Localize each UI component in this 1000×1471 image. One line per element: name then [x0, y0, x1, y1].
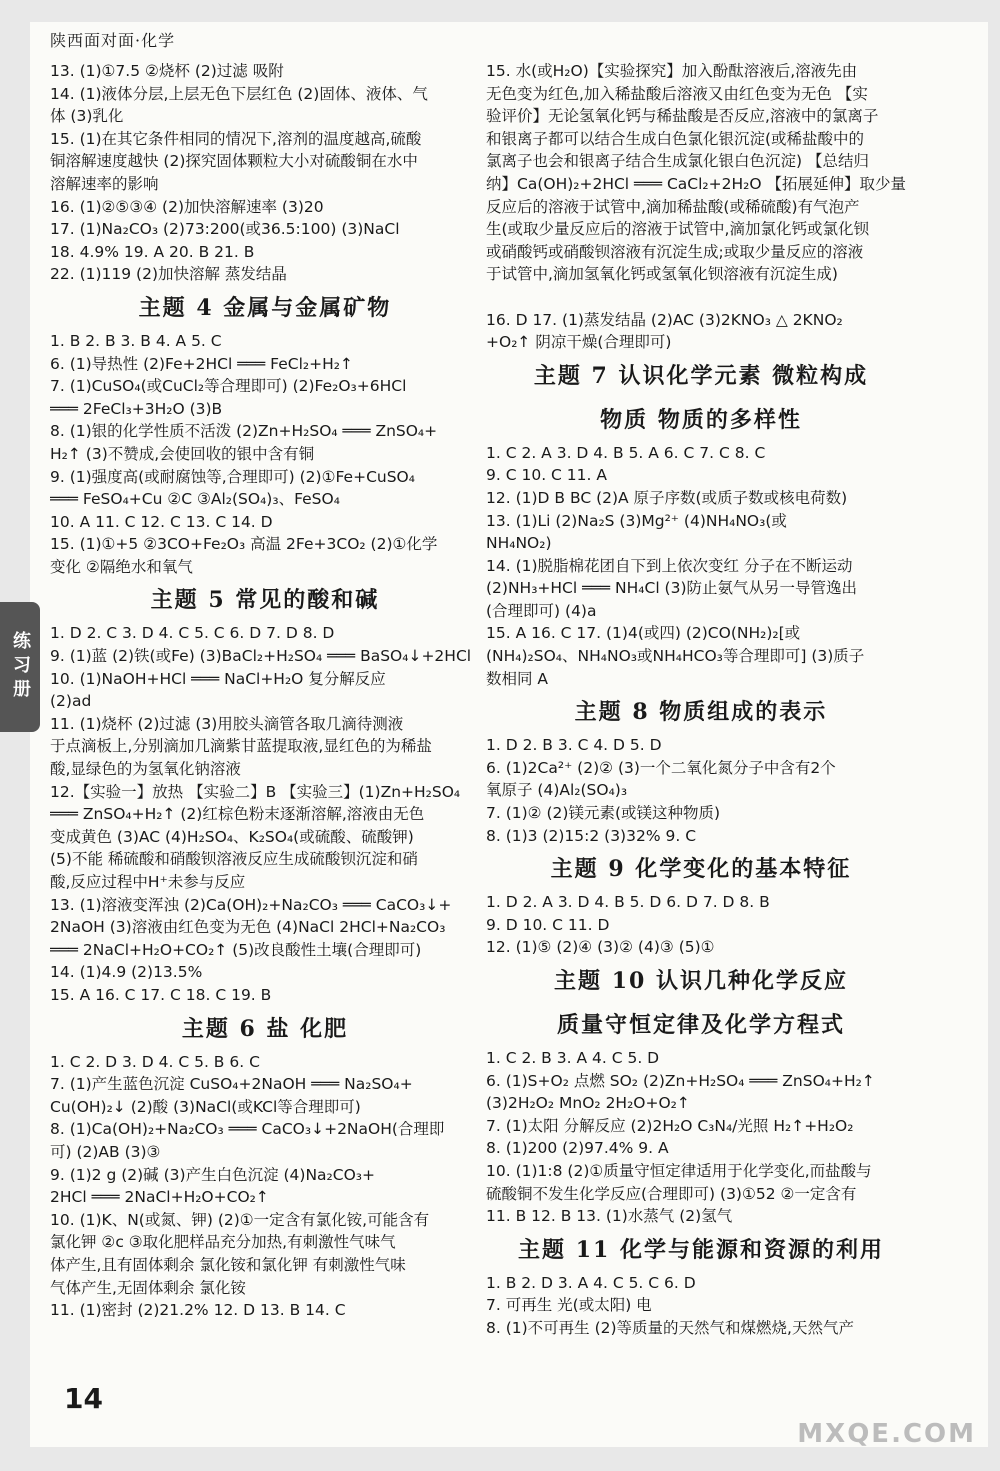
answer-line: 体 (3)乳化 [50, 107, 124, 126]
answer-line: 硫酸铜不发生化学反应(合理即可) (3)①52 ②一定含有 [486, 1184, 857, 1203]
answer-line: 6. (1)2Ca²⁺ (2)② (3)一个二氧化氮分子中含有2个 [486, 758, 836, 777]
left-column [50, 60, 480, 1322]
answer-line: 13. (1)Li (2)Na₂S (3)Mg²⁺ (4)NH₄NO₃(或 [486, 511, 787, 530]
answer-line: (3)2H₂O₂ MnO₂ 2H₂O+O₂↑ [486, 1094, 690, 1113]
answer-line: 1. D 2. B 3. C 4. D 5. D [486, 736, 662, 755]
answer-line: 于点滴板上,分别滴加几滴紫甘蓝提取液,显红色的为稀盐 [50, 737, 432, 756]
answer-line: 8. (1)3 (2)15:2 (3)32% 9. C [486, 826, 697, 845]
answer-line: 反应后的溶液于试管中,滴加稀盐酸(或稀硫酸)有气泡产 [486, 197, 860, 216]
answer-line: (5)不能 稀硫酸和硝酸钡溶液反应生成硫酸钡沉淀和硝 [50, 850, 418, 869]
answer-line: 15. (1)在其它条件相同的情况下,溶剂的温度越高,硫酸 [50, 129, 422, 148]
answer-line: 10. (1)K、N(或氮、钾) (2)①一定含有氯化铵,可能含有 [50, 1210, 430, 1229]
answer-line: 变化 ②隔绝水和氧气 [50, 557, 193, 576]
answer-line: 7. 可再生 光(或太阳) 电 [486, 1296, 652, 1315]
page-number: 14 [64, 1382, 103, 1415]
answer-line: 13. (1)溶液变浑浊 (2)Ca(OH)₂+Na₂CO₃ ═══ CaCO₃↓+ [50, 895, 452, 914]
answer-line: 溶解速率的影响 [50, 174, 159, 193]
answer-line: 11. B 12. B 13. (1)水蒸气 (2)氢气 [486, 1207, 733, 1226]
answer-line: 1. D 2. A 3. D 4. B 5. D 6. D 7. D 8. B [486, 893, 770, 912]
answer-line: 7. (1)太阳 分解反应 (2)2H₂O C₃N₄/光照 H₂↑+H₂O₂ [486, 1116, 854, 1135]
answer-line: 13. (1)①7.5 ②烧杯 (2)过滤 吸附 [50, 62, 284, 80]
answer-line: 15. 水(或H₂O)【实验探究】加入酚酞溶液后,溶液先由 [486, 62, 858, 80]
answer-line: 7. (1)产生蓝色沉淀 CuSO₄+2NaOH ═══ Na₂SO₄+ [50, 1075, 413, 1094]
section-title: 主题 7 认识化学元素 微粒构成 [533, 362, 869, 389]
side-tab: 练习册 [0, 602, 40, 732]
answer-line: 16. D 17. (1)蒸发结晶 (2)AC (3)2KNO₃ △ 2KNO₂ [486, 310, 843, 329]
answer-line: 2HCl ═══ 2NaCl+H₂O+CO₂↑ [50, 1188, 269, 1207]
answer-line: ═══ ZnSO₄+H₂↑ (2)红棕色粉末逐渐溶解,溶液由无色 [50, 805, 425, 824]
answer-line: NH₄NO₂) [486, 534, 552, 553]
answer-line: 9. (1)2 g (2)碱 (3)产生白色沉淀 (4)Na₂CO₃+ [50, 1165, 375, 1184]
answer-line: 9. C 10. C 11. A [486, 466, 607, 485]
answer-line: 体产生,且有固体剩余 氯化铵和氯化钾 有刺激性气味 [50, 1255, 406, 1274]
answer-line: 15. (1)①+5 ②3CO+Fe₂O₃ 高温 2Fe+3CO₂ (2)①化学 [50, 535, 438, 554]
answer-line: 生(或取少量反应后的溶液于试管中,滴加氯化钙或氯化钡 [486, 220, 869, 239]
answer-line: (NH₄)₂SO₄、NH₄NO₃或NH₄HCO₃等合理即可] (3)质子 [486, 647, 865, 666]
section-title: 主题 9 化学变化的基本特征 [550, 856, 852, 883]
section-title: 质量守恒定律及化学方程式 [556, 1012, 845, 1038]
answer-line: 无色变为红色,加入稀盐酸后溶液又由红色变为无色 【实 [486, 84, 868, 103]
page-header: 陕西面对面·化学 [50, 31, 176, 50]
answer-line: 2NaOH (3)溶液由红色变为无色 (4)NaCl 2HCl+Na₂CO₃ [50, 918, 446, 937]
answer-line: Cu(OH)₂↓ (2)酸 (3)NaCl(或KCl等合理即可) [50, 1097, 361, 1116]
section-title: 主题 5 常见的酸和碱 [150, 587, 380, 614]
section-title: 主题 4 金属与金属矿物 [138, 294, 392, 321]
answer-line: 或硝酸钙或硝酸钡溶液有沉淀生成;或取少量反应的溶液 [486, 242, 864, 261]
answer-line: 铜溶解速度越快 (2)探究固体颗粒大小对硫酸铜在水中 [50, 152, 418, 171]
answer-line: 18. 4.9% 19. A 20. B 21. B [50, 242, 255, 261]
section-title: 物质 物质的多样性 [600, 406, 802, 433]
answer-line: 酸,反应过程中H⁺未参与反应 [50, 873, 246, 891]
answer-line: ═══ FeSO₄+Cu ②C ③Al₂(SO₄)₃、FeSO₄ [50, 490, 340, 509]
answer-line: +O₂↑ 阴凉干燥(合理即可) [486, 333, 672, 352]
answer-line: 8. (1)Ca(OH)₂+Na₂CO₃ ═══ CaCO₃↓+2NaOH(合理即 [50, 1120, 445, 1139]
answer-line: 1. B 2. B 3. B 4. A 5. C [50, 331, 222, 350]
answer-line: 10. (1)1:8 (2)①质量守恒定律适用于化学变化,而盐酸与 [486, 1161, 872, 1180]
answer-line: ═══ 2FeCl₃+3H₂O (3)B [50, 399, 223, 418]
answer-line: 9. (1)强度高(或耐腐蚀等,合理即可) (2)①Fe+CuSO₄ [50, 467, 415, 486]
answer-line: 14. (1)4.9 (2)13.5% [50, 963, 203, 982]
answer-line: 11. (1)烧杯 (2)过滤 (3)用胶头滴管各取几滴待测液 [50, 714, 404, 733]
answer-line: 数相同 A [486, 669, 549, 688]
answer-line: 17. (1)Na₂CO₃ (2)73:200(或36.5:100) (3)NaCl [50, 220, 400, 239]
answer-line: 22. (1)119 (2)加快溶解 蒸发结晶 [50, 265, 287, 284]
answer-line: 1. C 2. A 3. D 4. B 5. A 6. C 7. C 8. C [486, 443, 766, 462]
answer-line: 8. (1)银的化学性质不活泼 (2)Zn+H₂SO₄ ═══ ZnSO₄+ [50, 422, 438, 441]
section-title: 主题 11 化学与能源和资源的利用 [518, 1236, 884, 1263]
answer-line: 12. (1)⑤ (2)④ (3)② (4)③ (5)① [486, 938, 715, 957]
answer-line: 验评价】无论氢氧化钙与稀盐酸是否反应,溶液中的氯离子 [486, 107, 879, 126]
answer-line: 11. (1)密封 (2)21.2% 12. D 13. B 14. C [50, 1301, 346, 1320]
answer-line: 1. C 2. D 3. D 4. C 5. B 6. C [50, 1052, 260, 1071]
answer-line: 12. (1)D B BC (2)A 原子序数(或质子数或核电荷数) [486, 488, 848, 507]
answer-line: 氯离子也会和银离子结合生成氯化银白色沉淀) 【总结归 [486, 152, 869, 171]
answer-line: 7. (1)CuSO₄(或CuCl₂等合理即可) (2)Fe₂O₃+6HCl [50, 377, 407, 396]
answer-line: 10. A 11. C 12. C 13. C 14. D [50, 512, 273, 531]
answer-line: 9. D 10. C 11. D [486, 915, 610, 934]
answer-line: 于试管中,滴加氢氧化钙或氢氧化钡溶液有沉淀生成) [486, 265, 838, 284]
answer-line: 氯化钾 ②c ③取化肥样品充分加热,有刺激性气味气 [50, 1233, 396, 1252]
answer-line: 1. C 2. B 3. A 4. C 5. D [486, 1049, 660, 1067]
answer-line: (合理即可) (4)a [486, 601, 597, 620]
section-title: 主题 6 盐 化肥 [181, 1015, 349, 1042]
answer-line: 16. (1)②⑤③④ (2)加快溶解速率 (3)20 [50, 197, 324, 216]
answer-line: 可) (2)AB (3)③ [50, 1142, 161, 1161]
answer-line: 氧原子 (4)Al₂(SO₄)₃ [486, 781, 628, 800]
answer-line: 和银离子都可以结合生成白色氯化银沉淀(或稀盐酸中的 [486, 129, 865, 148]
answer-line: 12.【实验一】放热 【实验二】B 【实验三】(1)Zn+H₂SO₄ [50, 782, 461, 801]
answer-line: 1. D 2. C 3. D 4. C 5. C 6. D 7. D 8. D [50, 624, 335, 643]
section-title: 主题 8 物质组成的表示 [574, 699, 828, 726]
answer-line: 8. (1)200 (2)97.4% 9. A [486, 1139, 669, 1158]
answer-line: (2)ad [50, 692, 92, 711]
right-column [486, 60, 916, 1340]
answer-line: 15. A 16. C 17. C 18. C 19. B [50, 985, 272, 1004]
answer-line: ═══ 2NaCl+H₂O+CO₂↑ (5)改良酸性土壤(合理即可) [50, 940, 422, 959]
answer-line: 7. (1)② (2)镁元素(或镁这种物质) [486, 804, 721, 823]
answer-line: 15. A 16. C 17. (1)4(或四) (2)CO(NH₂)₂[或 [486, 624, 801, 643]
answer-line: 8. (1)不可再生 (2)等质量的天然气和煤燃烧,天然气产 [486, 1318, 854, 1337]
answer-line: 气体产生,无固体剩余 氯化铵 [50, 1278, 246, 1297]
answer-line: 纳】Ca(OH)₂+2HCl ═══ CaCl₂+2H₂O 【拓展延伸】取少量 [486, 174, 906, 193]
answer-line: 14. (1)脱脂棉花团自下到上依次变红 分子在不断运动 [486, 556, 853, 575]
answer-line: H₂↑ (3)不赞成,会使回收的银中含有铜 [50, 444, 315, 463]
answer-line: 6. (1)导热性 (2)Fe+2HCl ═══ FeCl₂+H₂↑ [50, 354, 353, 373]
answer-line: 14. (1)液体分层,上层无色下层红色 (2)固体、液体、气 [50, 84, 428, 103]
watermark: MXQE.COM [797, 1419, 976, 1449]
answer-line: 9. (1)蓝 (2)铁(或Fe) (3)BaCl₂+H₂SO₄ ═══ BaSO₄↓+2HCl [50, 647, 472, 666]
answer-line: 变成黄色 (3)AC (4)H₂SO₄、K₂SO₄(或硫酸、硫酸钾) [50, 827, 414, 846]
answer-line: 6. (1)S+O₂ 点燃 SO₂ (2)Zn+H₂SO₄ ═══ ZnSO₄+H₂↑ [486, 1071, 875, 1090]
section-title: 主题 10 认识几种化学反应 [554, 968, 848, 994]
answer-line [486, 286, 916, 309]
answer-line: (2)NH₃+HCl ═══ NH₄Cl (3)防止氨气从另一导管逸出 [486, 579, 858, 598]
answer-line: 酸,显绿色的为氢氧化钠溶液 [50, 760, 241, 779]
answer-line: 10. (1)NaOH+HCl ═══ NaCl+H₂O 复分解反应 [50, 669, 386, 688]
answer-line: 1. B 2. D 3. A 4. C 5. C 6. D [486, 1273, 696, 1292]
